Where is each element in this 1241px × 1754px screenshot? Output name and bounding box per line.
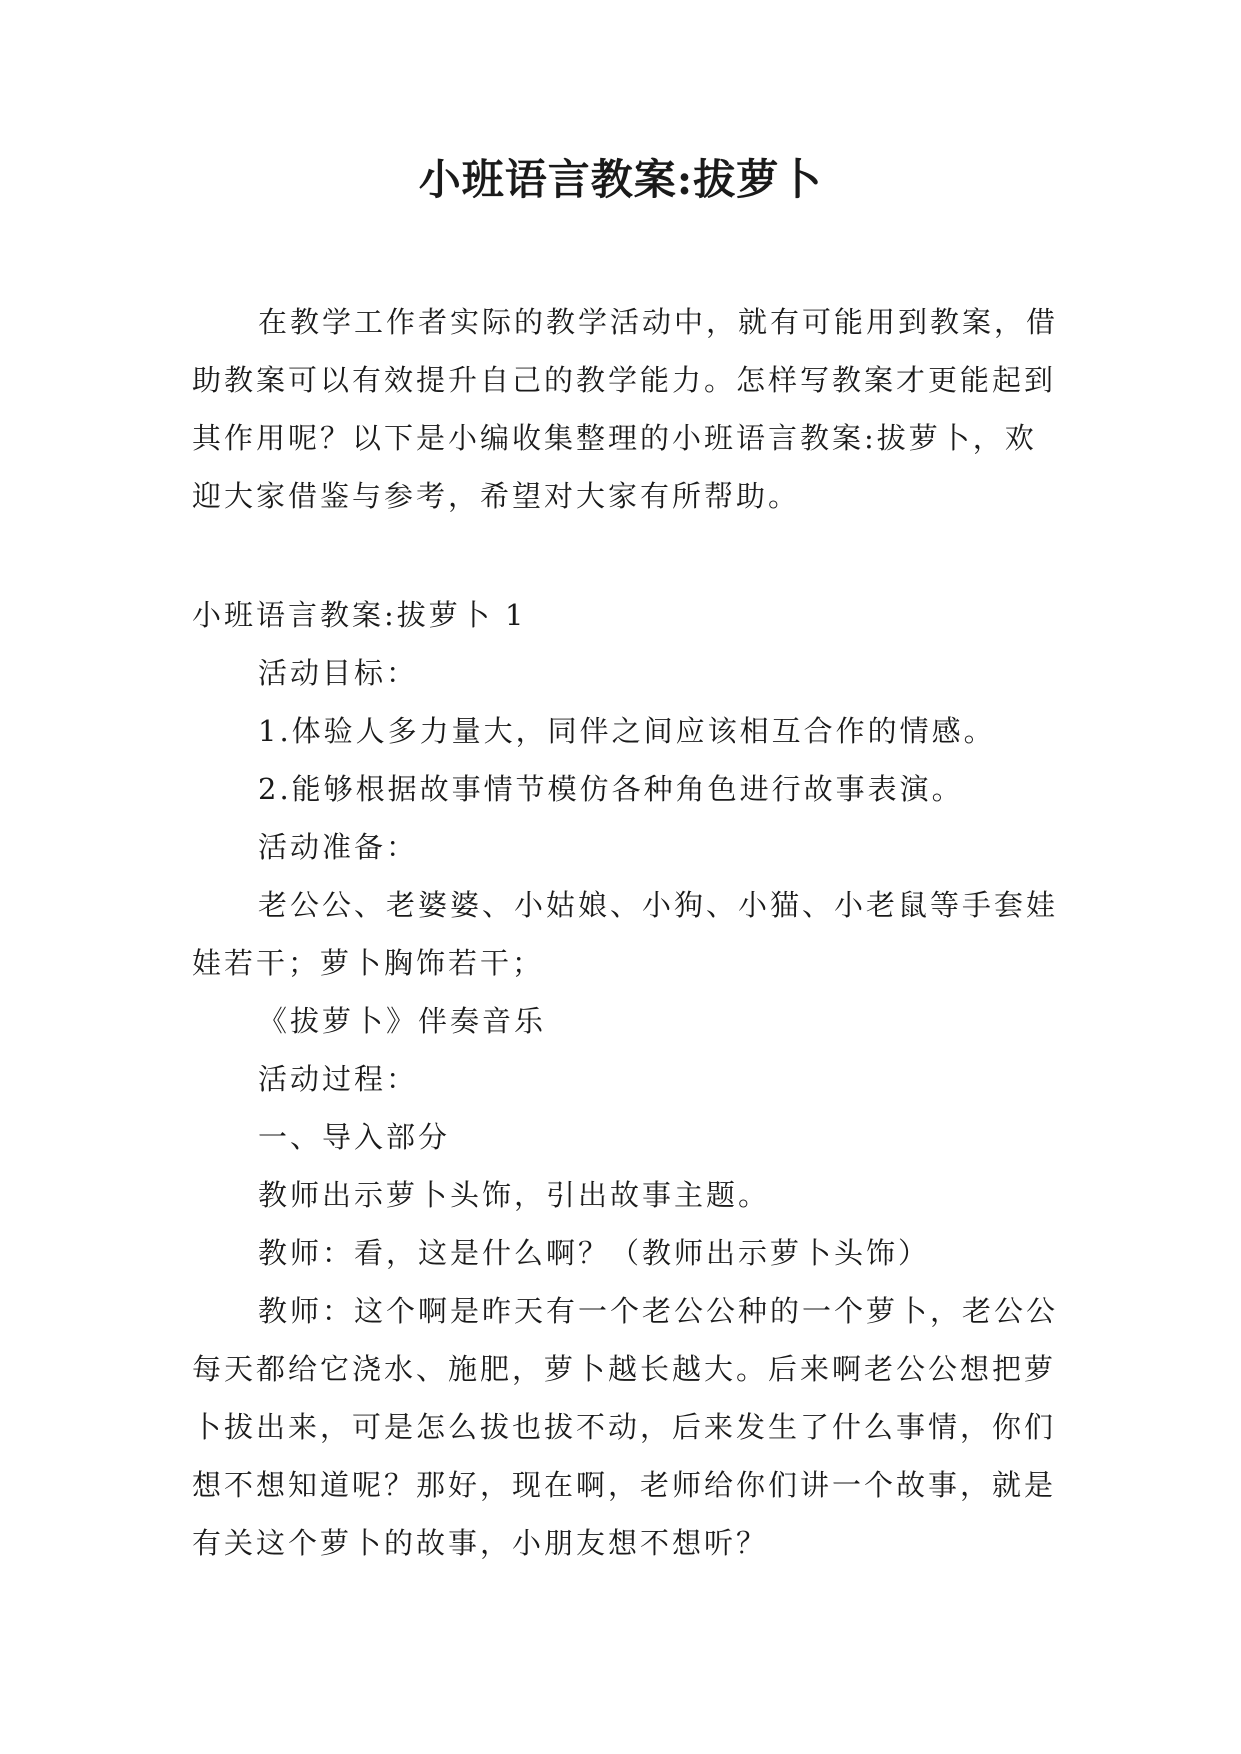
body-paragraph: 2.能够根据故事情节模仿各种角色进行故事表演。 <box>258 772 964 806</box>
body-paragraph: 一、导入部分 <box>258 1120 451 1154</box>
section-spacer <box>192 525 1058 586</box>
body-paragraph: 《拔萝卜》伴奏音乐 <box>258 1004 547 1038</box>
body-paragraph: 教师出示萝卜头饰，引出故事主题。 <box>258 1178 771 1212</box>
intro-paragraph: 在教学工作者实际的教学活动中，就有可能用到教案，借助教案可以有效提升自己的教学能力。怎样写教案才更能起到其作用呢？以下是小编收集整理的小班语言教案:拔萝卜，欢迎大家借鉴与参考，希望对大家有所帮助。 <box>192 305 1059 513</box>
document-body <box>192 293 1058 1572</box>
body-paragraph: 1.体验人多力量大，同伴之间应该相互合作的情感。 <box>258 714 996 748</box>
document-title: 小班语言教案:拔萝卜 <box>418 155 823 204</box>
body-paragraph: 教师：这个啊是昨天有一个老公公种的一个萝卜，老公公每天都给它浇水、施肥，萝卜越长越大。后来啊老公公想把萝卜拔出来，可是怎么拔也拔不动，后来发生了什么事情，你们想不想知道呢？那好，现在啊，老师给你们讲一个故事，就是有关这个萝卜的故事，小朋友想不想听？ <box>192 1294 1059 1560</box>
section-heading: 小班语言教案:拔萝卜 1 <box>192 598 527 632</box>
body-paragraph: 活动过程： <box>258 1062 419 1096</box>
body-paragraph: 教师：看，这是什么啊？（教师出示萝卜头饰） <box>258 1236 931 1270</box>
body-paragraph: 活动准备： <box>258 830 419 864</box>
body-paragraph: 活动目标： <box>258 656 419 690</box>
body-paragraph: 老公公、老婆婆、小姑娘、小狗、小猫、小老鼠等手套娃娃若干；萝卜胸饰若干； <box>192 888 1059 980</box>
